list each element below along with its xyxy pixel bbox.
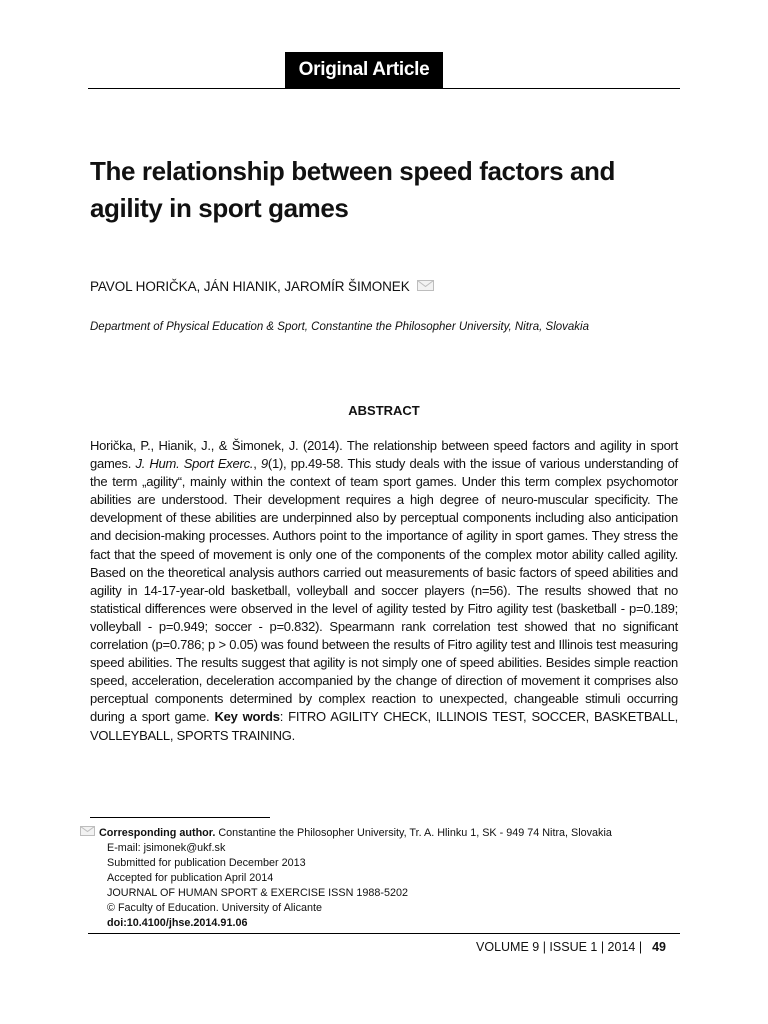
email-line: E-mail: jsimonek@ukf.sk — [107, 842, 226, 854]
corresponding-address: Constantine the Philosopher University, Tr. A. Hlinku 1, SK - 949 74 Nitra, Slovakia — [215, 827, 612, 839]
author-line — [90, 279, 434, 294]
page-number: 49 — [652, 940, 666, 954]
corresponding-line — [80, 826, 612, 841]
copyright-line: © Faculty of Education. University of Alicante — [107, 902, 322, 914]
page-folio — [476, 940, 666, 954]
volume-issue: VOLUME 9 | ISSUE 1 | 2014 | — [476, 940, 643, 954]
abstract-body: This study deals with the issue of various understanding of the term „agility“, mainly within the context of team sport games. Under this term complex psychomotor abilities are understood. Their development requires a high degree of neuro-muscular specificity. The development of these abilities are underpinned also by perceptual components including also anticipation and decision-making processes. Authors point to the importance of agility in sport games. They stress the fact that the speed of movement is only one of the components of the complex motor ability called agility. Based on the theoretical analysis authors carried out measurements of basic factors of speed abilities and agility in 14-17-year-old basketball, volleyball and soccer players (n=56). The results showed that no statistical differences were observed in the level of agility tested by Fitro agility test (basketball - p=0.189; volleyball - p=0.949; soccer - p=0.832). Spearmann rank correlation test showed that no significant correlation (p=0.786; p > 0.05) was found between the results of Fitro agility test and Illinois test measuring speed abilities. The results suggest that agility is not simply one of speed abilities. Besides simple reaction speed, acceleration, deceleration accompanied by the change of direction of movement it comprises also perceptual components determined by complex reaction to unexpected, changeable stimuli occurring during a sport game. — [90, 456, 679, 725]
journal-issn-line: JOURNAL OF HUMAN SPORT & EXERCISE ISSN 1988-5202 — [107, 887, 409, 899]
author-names: PAVOL HORIČKA, JÁN HIANIK, JAROMÍR ŠIMONEK — [90, 279, 410, 294]
issue-pages: (1), pp.49-58. — [267, 456, 348, 472]
footnote — [80, 826, 612, 931]
journal-abbrev: J. Hum. Sport Exerc. — [135, 456, 254, 472]
abstract-text — [90, 437, 678, 745]
article-type-badge: Original Article — [285, 52, 443, 88]
keywords-label: Key words — [214, 709, 280, 725]
volume-number: 9 — [260, 456, 268, 472]
citation-sep: , — [253, 456, 261, 472]
footer-rule — [88, 933, 680, 934]
affiliation: Department of Physical Education & Sport, Constantine the Philosopher University, Nitra, Slovakia — [90, 321, 590, 333]
abstract-heading: ABSTRACT — [348, 403, 420, 418]
header-rule — [88, 88, 680, 89]
accepted-line: Accepted for publication April 2014 — [107, 872, 274, 884]
article-title: The relationship between speed factors and agility in sport games — [90, 156, 615, 223]
doi-link[interactable]: doi:10.4100/jhse.2014.91.06 — [107, 917, 248, 929]
envelope-icon[interactable] — [417, 279, 434, 294]
keywords-list: : FITRO AGILITY CHECK, ILLINOIS TEST, SOCCER, BASKETBALL, VOLLEYBALL, SPORTS TRAINING. — [90, 709, 678, 743]
submitted-line: Submitted for publication December 2013 — [107, 857, 306, 869]
footnote-rule — [90, 817, 270, 818]
corresponding-label: Corresponding author. — [99, 827, 216, 839]
citation-prefix: Horička, P., Hianik, J., & Šimonek, J. (2014). The relationship between speed factors and agility in sport games. — [90, 438, 678, 472]
envelope-icon — [80, 826, 95, 841]
